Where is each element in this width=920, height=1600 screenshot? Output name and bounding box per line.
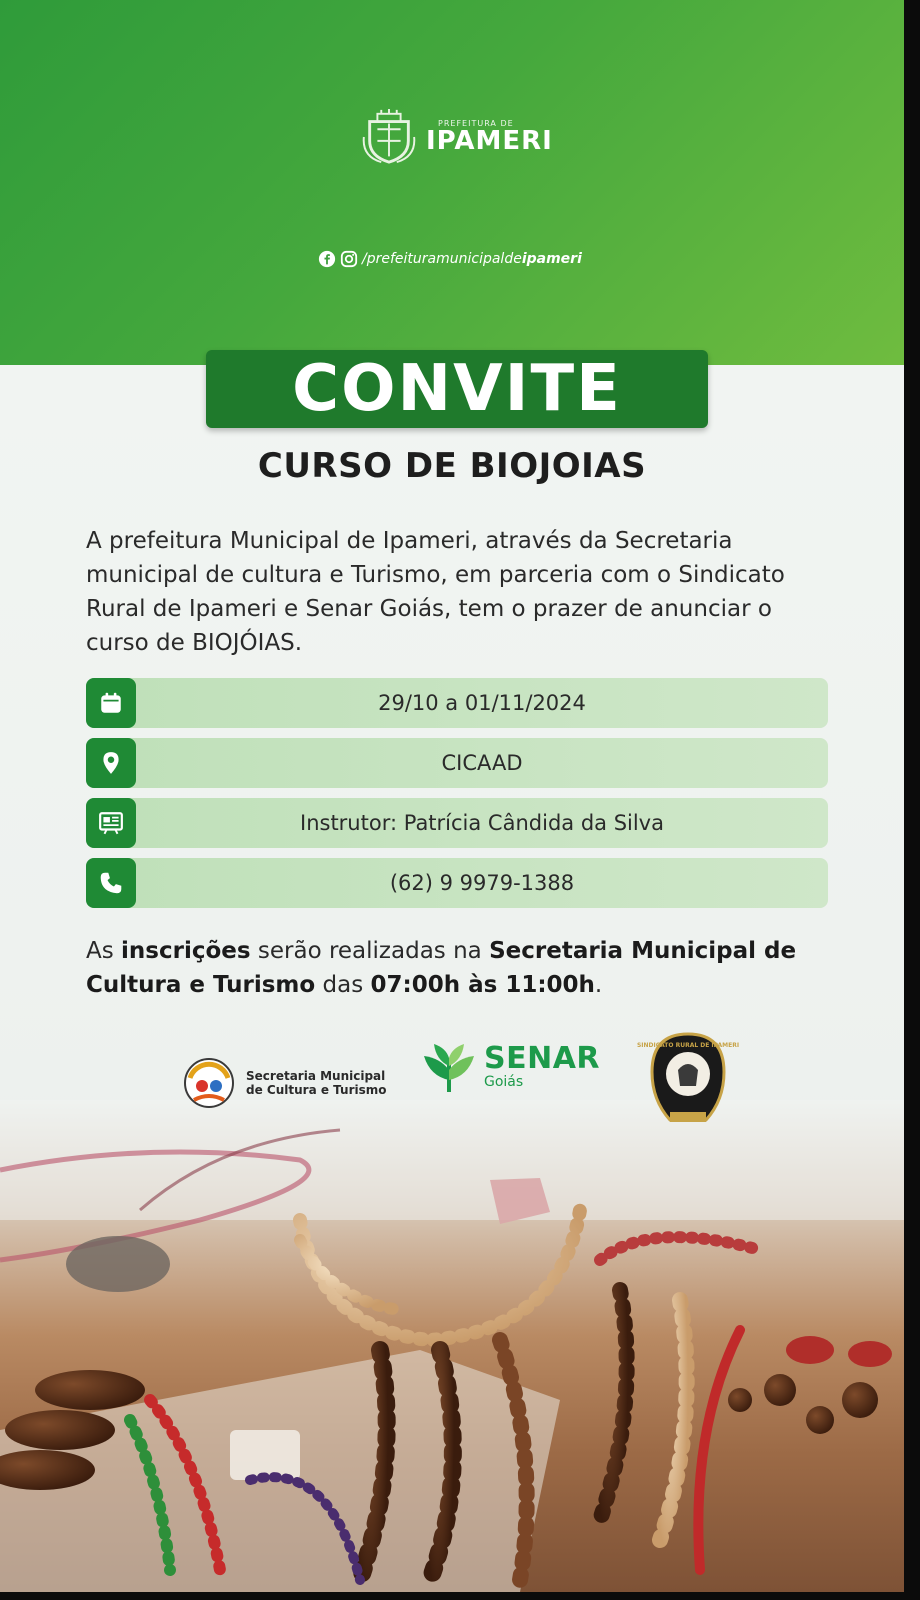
course-title: CURSO DE BIOJOIAS [257, 446, 647, 486]
biojoias-photo [0, 1100, 904, 1592]
phone-icon-box [86, 858, 136, 908]
registration-paragraph [86, 934, 826, 1002]
calendar-icon [98, 690, 124, 716]
logo-subtitle: PREFEITURA DE [438, 118, 514, 128]
sindicato-text: SINDICATO RURAL DE IPAMERI [636, 1042, 740, 1049]
cultura-emblem-icon [182, 1056, 236, 1110]
intro-paragraph: A prefeitura Municipal de Ipameri, através da Secretaria municipal de cultura e Turismo, em parceria com o Sindicato Rural de Ipameri e Senar Goiás, tem o prazer de anunciar o curso de BIOJÓIAS. [86, 528, 785, 656]
instagram-icon [340, 250, 358, 268]
registration-text-2: serão realizadas na [250, 938, 490, 964]
cultura-line-1: Secretaria Municipal [246, 1069, 386, 1083]
senar-name: SENAR [484, 1041, 601, 1076]
prefeitura-logo [360, 108, 553, 166]
registration-text-1: As [86, 938, 122, 964]
partner-senar-logo [420, 1040, 600, 1094]
badge-label: CONVITE [292, 352, 622, 426]
header-banner [0, 0, 904, 365]
info-row-date [86, 678, 828, 728]
bottom-border [0, 1592, 920, 1600]
senar-leaf-icon [420, 1040, 478, 1094]
social-handle-prefix: /prefeituramunicipalde [362, 251, 522, 267]
registration-bold-3: 07:00h às 11:00h [370, 972, 595, 998]
phone-icon [98, 870, 124, 896]
info-row-instructor [86, 798, 828, 848]
calendar-icon-box [86, 678, 136, 728]
instructor-icon-box [86, 798, 136, 848]
coat-of-arms-icon [360, 108, 418, 166]
right-border [904, 0, 920, 1600]
location-icon-box [86, 738, 136, 788]
date-text: 29/10 a 01/11/2024 [378, 691, 586, 715]
facebook-icon [318, 250, 336, 268]
location-text: CICAAD [441, 751, 523, 775]
instructor-board-icon [98, 810, 124, 836]
partner-sindicato-logo [636, 1030, 740, 1132]
registration-bold-2: Secretaria Municipal de Cultura e Turismo [86, 938, 797, 998]
registration-bold-1: inscrições [121, 938, 251, 964]
jewelry-illustration [0, 1100, 904, 1592]
senar-state: Goiás [484, 1074, 524, 1090]
location-pin-icon [98, 750, 124, 776]
info-row-location [86, 738, 828, 788]
instructor-text: Instrutor: Patrícia Cândida da Silva [300, 811, 664, 835]
info-row-phone [86, 858, 828, 908]
social-handle[interactable] [318, 250, 582, 268]
phone-text[interactable]: (62) 9 9979-1388 [389, 871, 575, 895]
logo-title: IPAMERI [426, 125, 553, 156]
convite-badge [206, 350, 708, 428]
registration-text-4: . [594, 972, 603, 998]
sindicato-horseshoe-emblem [636, 1030, 740, 1128]
partners-logos [0, 1030, 904, 1140]
cultura-line-2: de Cultura e Turismo [246, 1083, 387, 1097]
registration-text-3: das [315, 972, 371, 998]
partner-cultura-logo [182, 1056, 387, 1110]
social-handle-bold: ipameri [521, 251, 582, 267]
